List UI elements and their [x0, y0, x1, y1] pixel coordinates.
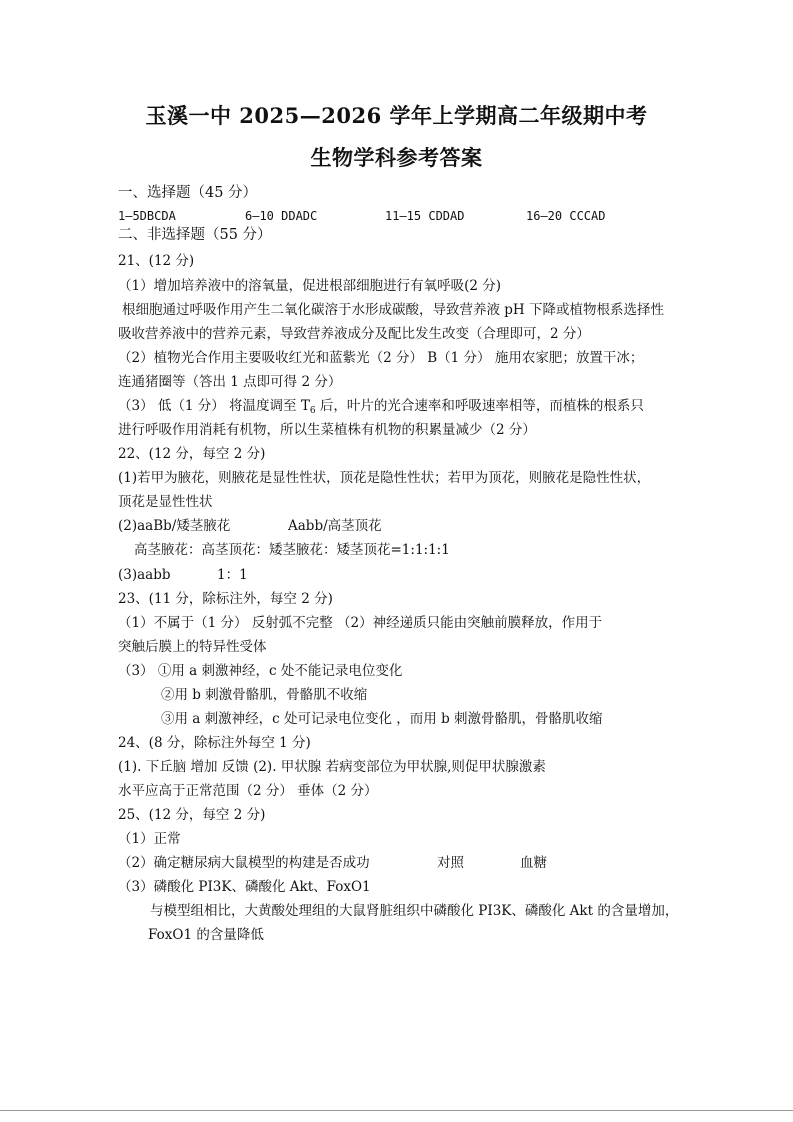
q25-line-4: 与模型组相比，大黄酸处理组的大鼠肾脏组织中磷酸化 PI3K、磷酸化 Akt 的含量增加， — [150, 903, 679, 919]
q23-line-5: ③用 a 刺激神经，c 处可记录电位变化 ，而用 b 刺激骨骼肌，骨骼肌收缩 — [161, 711, 603, 727]
q25-line-2c: 血糖 — [520, 855, 547, 871]
q22-line-3b: Aabb/高茎顶花 — [288, 518, 382, 534]
q22-line-5a: (3)aabb — [118, 567, 171, 583]
choice-answers-16-20: 16—20 CCCAD — [526, 209, 606, 223]
q22-line-2: 顶花是显性性状 — [118, 494, 213, 510]
q25-line-2a: （2）确定糖尿病大鼠模型的构建是否成功 — [118, 855, 370, 871]
q21-line-7: 进行呼吸作用消耗有机物，所以生菜植株有机物的积累量减少（2 分） — [118, 422, 536, 438]
q21-line-1: （1）增加培养液中的溶氧量，促进根部细胞进行有氧呼吸(2 分) — [118, 278, 502, 294]
t6-subscript: 6 — [309, 406, 316, 416]
q24-line-2: 水平应高于正常范围（2 分） 垂体（2 分） — [118, 783, 378, 799]
q21-header: 21、(12 分) — [118, 253, 195, 269]
q22-line-5b: 1：1 — [217, 567, 248, 583]
section-1-heading: 一、选择题（45 分） — [118, 185, 258, 201]
q21-line-2: 根细胞通过呼吸作用产生二氧化碳溶于水形成碳酸，导致营养液 pH 下降或植物根系选择性 — [122, 302, 664, 318]
q25-line-3: （3）磷酸化 PI3K、磷酸化 Akt、FoxO1 — [118, 879, 371, 895]
q25-header: 25、(12 分，每空 2 分) — [118, 807, 266, 823]
q25-line-1: （1）正常 — [118, 831, 181, 847]
q23-line-3: （3） ①用 a 刺激神经，c 处不能记录电位变化 — [118, 663, 403, 679]
choice-answers-6-10: 6—10 DDADC — [245, 209, 318, 223]
q21-line-3: 吸收营养液中的营养元素，导致营养液成分及配比发生改变（合理即可，2 分） — [118, 326, 590, 342]
q21-line-4: （2）植物光合作用主要吸收红光和蓝紫光（2 分） B（1 分） 施用农家肥；放置干冰； — [118, 350, 644, 366]
q23-header: 23、(11 分，除标注外，每空 2 分) — [118, 591, 333, 607]
q23-line-1: （1）不属于（1 分） 反射弧不完整 （2）神经递质只能由突触前膜释放，作用于 — [118, 615, 603, 631]
q24-line-1: (1). 下丘脑 增加 反馈 (2). 甲状腺 若病变部位为甲状腺,则促甲状腺激素 — [118, 759, 546, 775]
q24-header: 24、(8 分，除标注外每空 1 分) — [118, 735, 311, 751]
section-2-heading: 二、非选择题（55 分） — [118, 227, 272, 243]
q21-line-6a: （3） 低（1 分） 将温度调至 T — [118, 398, 310, 414]
q23-line-4: ②用 b 刺激骨骼肌，骨骼肌不收缩 — [161, 687, 368, 703]
q25-line-2b: 对照 — [437, 855, 464, 871]
q22-line-4: 高茎腋花：高茎顶花：矮茎腋花：矮茎顶花=1:1:1:1 — [134, 542, 450, 558]
q22-line-1: (1)若甲为腋花，则腋花是显性性状，顶花是隐性性状；若甲为顶花，则腋花是隐性性状， — [118, 470, 651, 486]
choice-answers-1-5: 1—5DBCDA — [118, 209, 176, 223]
document-subtitle: 生物学科参考答案 — [310, 145, 483, 170]
q21-line-6 — [118, 397, 644, 417]
q21-line-6b: 后，叶片的光合速率和呼吸速率相等，而植株的根系只 — [315, 398, 644, 414]
q25-line-5: FoxO1 的含量降低 — [148, 927, 264, 943]
q22-header: 22、(12 分，每空 2 分) — [118, 446, 266, 462]
page-bottom-divider — [0, 1110, 793, 1111]
document-title: 玉溪一中 2025—2026 学年上学期高二年级期中考 — [145, 103, 648, 128]
q21-line-5: 连通猪圈等（答出 1 点即可得 2 分） — [118, 374, 342, 390]
choice-answers-11-15: 11—15 CDDAD — [385, 209, 465, 223]
q22-line-3a: (2)aaBb/矮茎腋花 — [118, 518, 231, 534]
q23-line-2: 突触后膜上的特异性受体 — [118, 639, 267, 655]
